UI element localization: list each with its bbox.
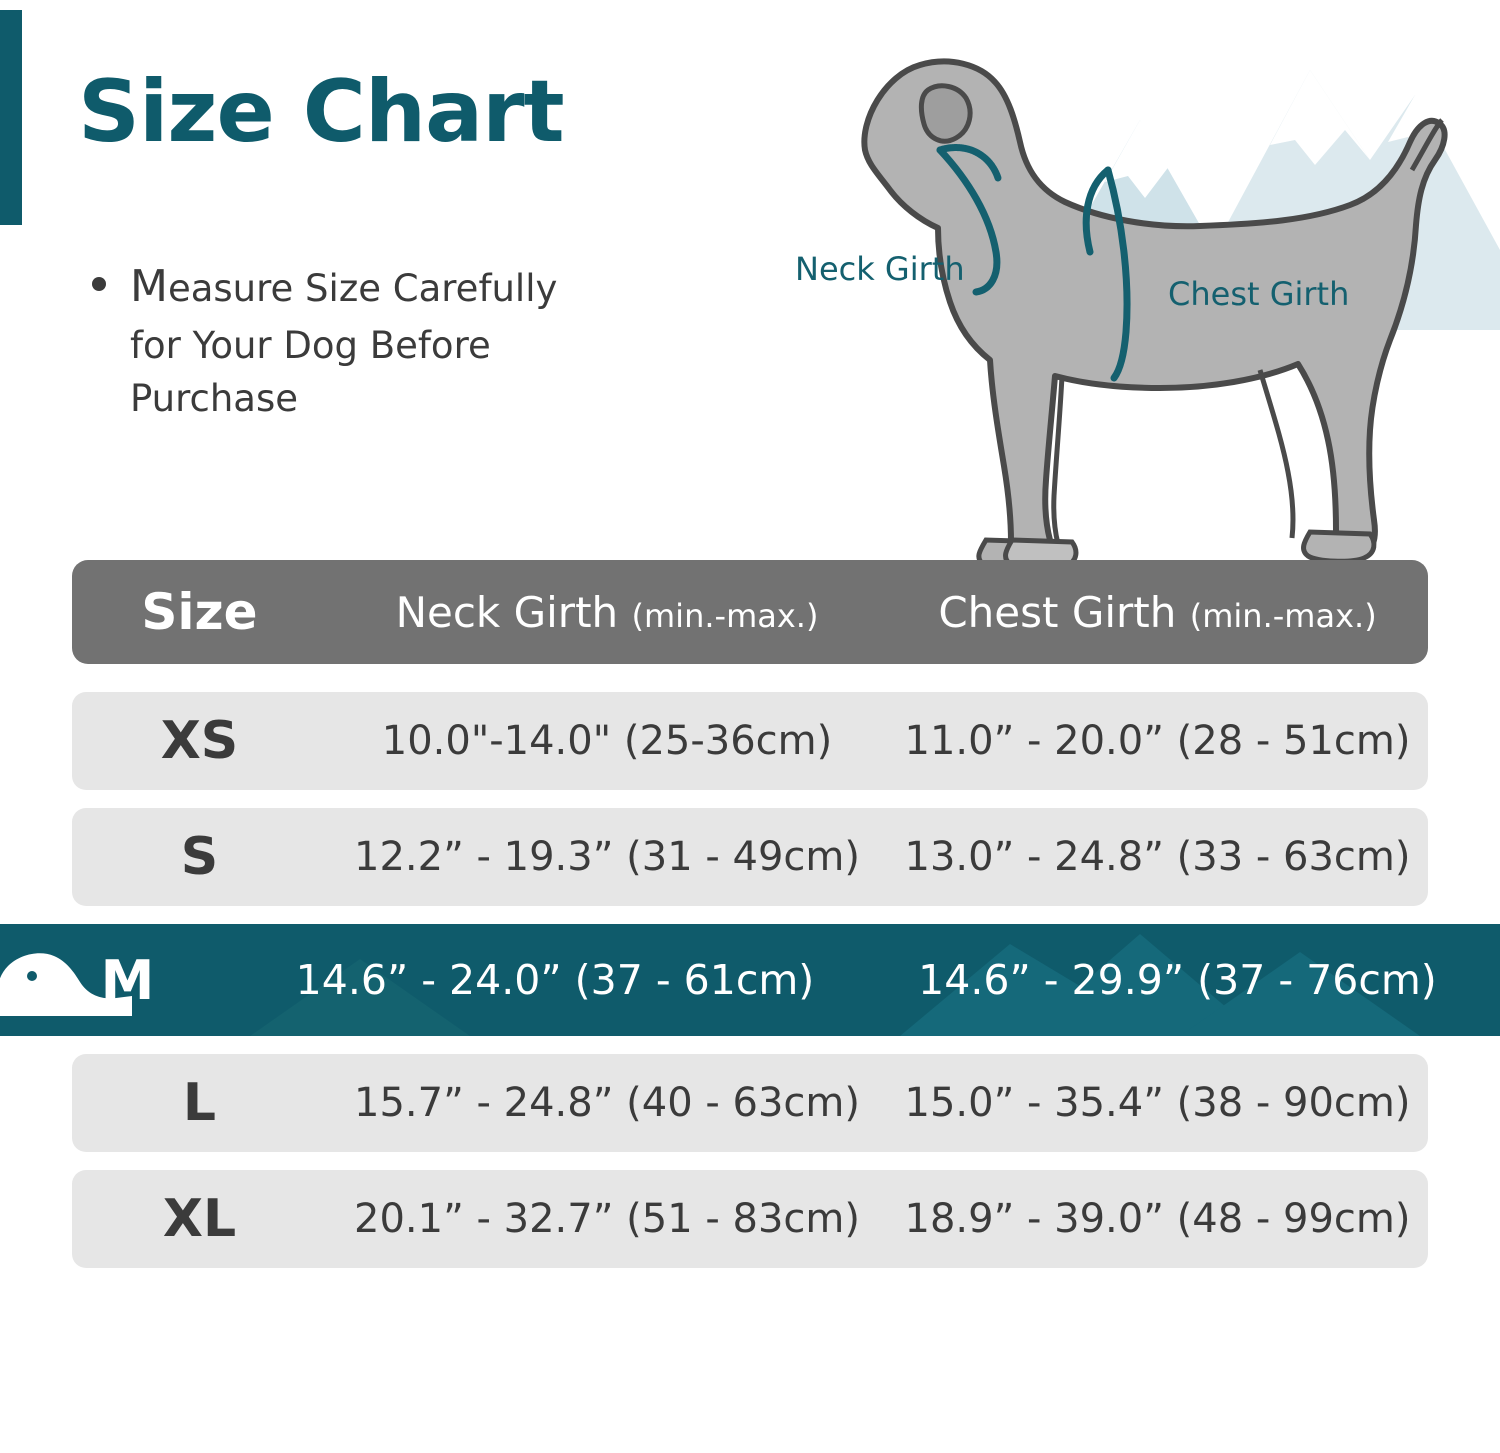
- instruction-note: [92, 255, 732, 426]
- cell-chest-girth: 11.0” - 20.0” (28 - 51cm): [904, 718, 1411, 764]
- cell-size: L: [182, 1073, 217, 1133]
- left-accent-bar: [0, 10, 22, 225]
- dog-illustration: [790, 20, 1470, 610]
- cell-neck-girth: 12.2” - 19.3” (31 - 49cm): [354, 834, 860, 880]
- cell-size: M: [100, 948, 155, 1012]
- instruction-line3: Purchase: [130, 377, 299, 421]
- cell-chest-girth: 18.9” - 39.0” (48 - 99cm): [904, 1196, 1411, 1242]
- table-row: [72, 1170, 1428, 1268]
- table-header-row: [72, 560, 1428, 664]
- instruction-line1: easure Size Carefully: [167, 267, 558, 310]
- table-row: [72, 808, 1428, 906]
- cell-neck-girth: 10.0"-14.0" (25-36cm): [381, 718, 833, 764]
- cell-size: XS: [160, 711, 239, 771]
- column-header-neck: [327, 588, 887, 637]
- column-header-neck-main: Neck Girth: [395, 587, 619, 637]
- cell-chest-girth: 14.6” - 29.9” (37 - 76cm): [918, 956, 1437, 1004]
- bullet-dot-icon: [92, 277, 106, 291]
- table-row: [72, 692, 1428, 790]
- column-header-neck-sub: (min.-max.): [631, 596, 819, 635]
- instruction-line2: for Your Dog Before: [130, 323, 491, 367]
- cell-size: XL: [162, 1189, 237, 1249]
- cell-neck-girth: 20.1” - 32.7” (51 - 83cm): [354, 1196, 860, 1242]
- page-title: Size Chart: [78, 62, 564, 162]
- column-header-chest: [887, 588, 1428, 637]
- table-row: [72, 1054, 1428, 1152]
- column-header-size: Size: [141, 583, 258, 641]
- cell-chest-girth: 13.0” - 24.8” (33 - 63cm): [904, 834, 1411, 880]
- cell-size: S: [180, 827, 219, 887]
- cell-neck-girth: 14.6” - 24.0” (37 - 61cm): [295, 956, 815, 1004]
- column-header-chest-sub: (min.-max.): [1189, 596, 1377, 635]
- size-chart-table: [0, 560, 1500, 1286]
- cell-chest-girth: 15.0” - 35.4” (38 - 90cm): [904, 1080, 1411, 1126]
- neck-girth-label: Neck Girth: [795, 250, 965, 288]
- column-header-chest-main: Chest Girth: [938, 587, 1177, 637]
- cell-neck-girth: 15.7” - 24.8” (40 - 63cm): [354, 1080, 860, 1126]
- table-row-highlighted: [0, 924, 1500, 1036]
- instruction-line1-cap: M: [130, 261, 168, 312]
- chest-girth-label: Chest Girth: [1168, 275, 1350, 313]
